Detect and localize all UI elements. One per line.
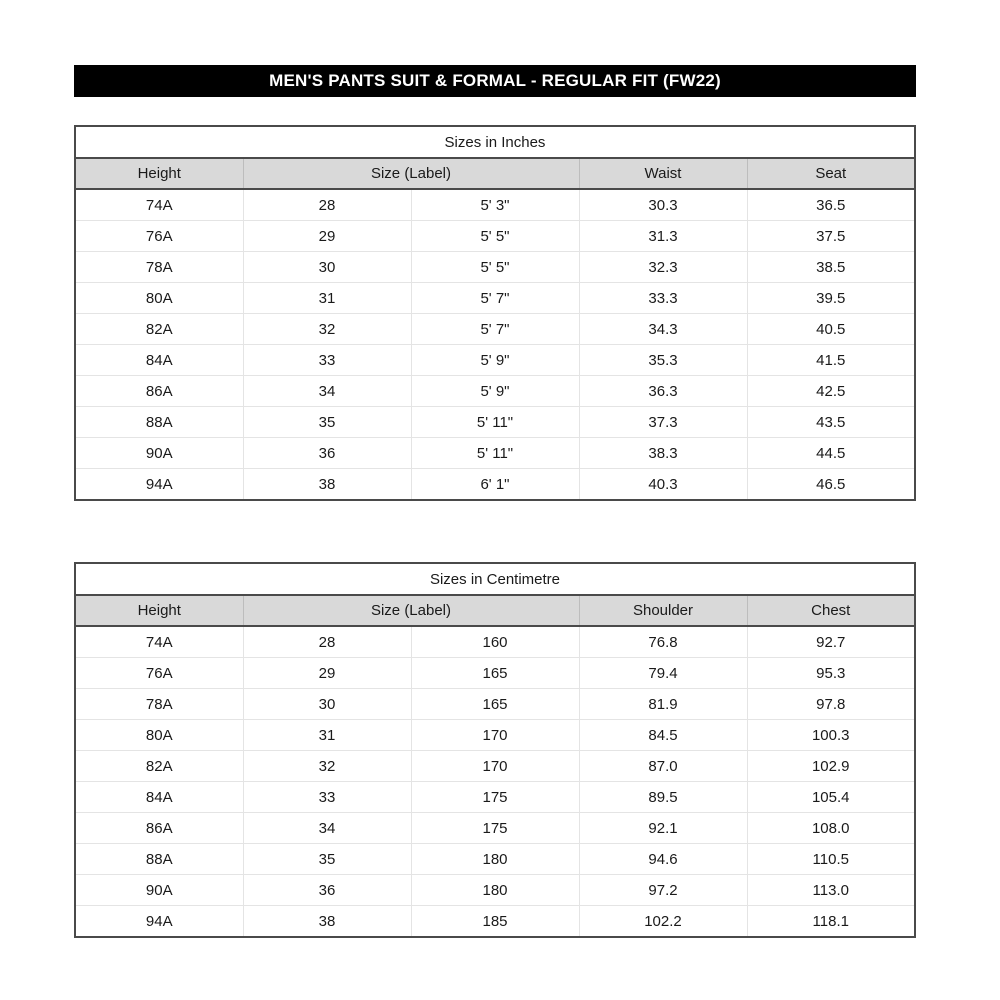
table-cell: 28 xyxy=(243,626,411,658)
table-cell: 30 xyxy=(243,252,411,283)
table-cell: 90A xyxy=(75,438,243,469)
table-row xyxy=(75,813,915,844)
table-header-row xyxy=(75,158,915,189)
table-cell: 175 xyxy=(411,782,579,813)
table-cell: 76A xyxy=(75,658,243,689)
size-chart-page xyxy=(74,0,916,938)
table-cell: 5' 3" xyxy=(411,189,579,221)
table-row xyxy=(75,658,915,689)
table-cell: 32 xyxy=(243,314,411,345)
table-cell: 40.3 xyxy=(579,469,747,501)
table-cell: 30 xyxy=(243,689,411,720)
table-cell: 38.3 xyxy=(579,438,747,469)
table-cell: 5' 11" xyxy=(411,407,579,438)
column-header-size-label: Size (Label) xyxy=(243,158,579,189)
table-row xyxy=(75,252,915,283)
table-cell: 81.9 xyxy=(579,689,747,720)
table-caption-row xyxy=(75,563,915,595)
table-cell: 5' 11" xyxy=(411,438,579,469)
table-row xyxy=(75,438,915,469)
table-cell: 113.0 xyxy=(747,875,915,906)
table-cell: 118.1 xyxy=(747,906,915,938)
table-cell: 33 xyxy=(243,782,411,813)
sizes-in-centimetre-table xyxy=(74,562,916,938)
table-cell: 5' 7" xyxy=(411,283,579,314)
table-cell: 90A xyxy=(75,875,243,906)
sizes-in-inches-table xyxy=(74,125,916,501)
column-header-height: Height xyxy=(75,595,243,626)
table-cell: 88A xyxy=(75,407,243,438)
table-body xyxy=(75,626,915,937)
table-row xyxy=(75,283,915,314)
table-cell: 160 xyxy=(411,626,579,658)
table-cell: 43.5 xyxy=(747,407,915,438)
spacer xyxy=(74,501,916,562)
table-cell: 175 xyxy=(411,813,579,844)
table-cell: 86A xyxy=(75,813,243,844)
table-cell: 32.3 xyxy=(579,252,747,283)
table-cell: 6' 1" xyxy=(411,469,579,501)
table-cell: 105.4 xyxy=(747,782,915,813)
table-row xyxy=(75,189,915,221)
table-cell: 32 xyxy=(243,751,411,782)
table-cell: 92.7 xyxy=(747,626,915,658)
table-cell: 108.0 xyxy=(747,813,915,844)
table-body xyxy=(75,189,915,500)
table-row xyxy=(75,469,915,501)
column-header-height: Height xyxy=(75,158,243,189)
table-cell: 76.8 xyxy=(579,626,747,658)
table-cell: 82A xyxy=(75,751,243,782)
table-cell: 35 xyxy=(243,407,411,438)
table-cell: 86A xyxy=(75,376,243,407)
table-cell: 180 xyxy=(411,875,579,906)
table-cell: 36 xyxy=(243,875,411,906)
table-row xyxy=(75,407,915,438)
table-row xyxy=(75,844,915,875)
chart-title-bar xyxy=(74,65,916,97)
table-cell: 5' 5" xyxy=(411,221,579,252)
table-cell: 84A xyxy=(75,345,243,376)
table-cell: 79.4 xyxy=(579,658,747,689)
table-cell: 35.3 xyxy=(579,345,747,376)
table-cell: 74A xyxy=(75,626,243,658)
table-row xyxy=(75,345,915,376)
table-cell: 29 xyxy=(243,221,411,252)
table-cell: 82A xyxy=(75,314,243,345)
table-cell: 29 xyxy=(243,658,411,689)
table-cell: 185 xyxy=(411,906,579,938)
table-row xyxy=(75,376,915,407)
column-header-shoulder: Shoulder xyxy=(579,595,747,626)
table-cell: 87.0 xyxy=(579,751,747,782)
table-cell: 46.5 xyxy=(747,469,915,501)
table-cell: 28 xyxy=(243,189,411,221)
table-caption-row xyxy=(75,126,915,158)
table-cell: 110.5 xyxy=(747,844,915,875)
table-cell: 92.1 xyxy=(579,813,747,844)
table-cell: 5' 7" xyxy=(411,314,579,345)
table-cell: 36 xyxy=(243,438,411,469)
table-cell: 38.5 xyxy=(747,252,915,283)
table-cell: 37.3 xyxy=(579,407,747,438)
table-cell: 41.5 xyxy=(747,345,915,376)
table-cell: 84.5 xyxy=(579,720,747,751)
table-cell: 170 xyxy=(411,720,579,751)
column-header-chest: Chest xyxy=(747,595,915,626)
table-cell: 76A xyxy=(75,221,243,252)
table-cell: 42.5 xyxy=(747,376,915,407)
table-row xyxy=(75,751,915,782)
table-cell: 40.5 xyxy=(747,314,915,345)
table-cell: 97.8 xyxy=(747,689,915,720)
table-cell: 39.5 xyxy=(747,283,915,314)
table-cell: 94.6 xyxy=(579,844,747,875)
table-caption: Sizes in Inches xyxy=(75,126,915,158)
table-row xyxy=(75,314,915,345)
table-cell: 34 xyxy=(243,376,411,407)
table-caption: Sizes in Centimetre xyxy=(75,563,915,595)
table-cell: 78A xyxy=(75,252,243,283)
table-cell: 78A xyxy=(75,689,243,720)
table-cell: 34.3 xyxy=(579,314,747,345)
table-row xyxy=(75,875,915,906)
column-header-size-label: Size (Label) xyxy=(243,595,579,626)
column-header-waist: Waist xyxy=(579,158,747,189)
table-cell: 30.3 xyxy=(579,189,747,221)
table-cell: 97.2 xyxy=(579,875,747,906)
table-cell: 35 xyxy=(243,844,411,875)
table-cell: 102.2 xyxy=(579,906,747,938)
table-cell: 36.5 xyxy=(747,189,915,221)
table-cell: 44.5 xyxy=(747,438,915,469)
table-cell: 33 xyxy=(243,345,411,376)
table-row xyxy=(75,221,915,252)
table-cell: 100.3 xyxy=(747,720,915,751)
table-cell: 38 xyxy=(243,906,411,938)
table-row xyxy=(75,906,915,938)
table-cell: 31 xyxy=(243,283,411,314)
table-cell: 170 xyxy=(411,751,579,782)
table-cell: 94A xyxy=(75,906,243,938)
table-cell: 80A xyxy=(75,283,243,314)
table-cell: 165 xyxy=(411,689,579,720)
table-cell: 94A xyxy=(75,469,243,501)
table-cell: 38 xyxy=(243,469,411,501)
table-cell: 80A xyxy=(75,720,243,751)
table-cell: 5' 5" xyxy=(411,252,579,283)
table-cell: 31 xyxy=(243,720,411,751)
table-cell: 95.3 xyxy=(747,658,915,689)
table-cell: 36.3 xyxy=(579,376,747,407)
table-cell: 102.9 xyxy=(747,751,915,782)
table-row xyxy=(75,689,915,720)
table-cell: 74A xyxy=(75,189,243,221)
table-cell: 84A xyxy=(75,782,243,813)
chart-title: MEN'S PANTS SUIT & FORMAL - REGULAR FIT (FW22) xyxy=(269,71,721,90)
table-header-row xyxy=(75,595,915,626)
table-cell: 180 xyxy=(411,844,579,875)
table-row xyxy=(75,626,915,658)
table-cell: 165 xyxy=(411,658,579,689)
column-header-seat: Seat xyxy=(747,158,915,189)
table-cell: 33.3 xyxy=(579,283,747,314)
table-cell: 89.5 xyxy=(579,782,747,813)
table-cell: 88A xyxy=(75,844,243,875)
table-cell: 34 xyxy=(243,813,411,844)
table-cell: 5' 9" xyxy=(411,345,579,376)
table-cell: 5' 9" xyxy=(411,376,579,407)
table-cell: 31.3 xyxy=(579,221,747,252)
table-cell: 37.5 xyxy=(747,221,915,252)
table-row xyxy=(75,782,915,813)
table-row xyxy=(75,720,915,751)
